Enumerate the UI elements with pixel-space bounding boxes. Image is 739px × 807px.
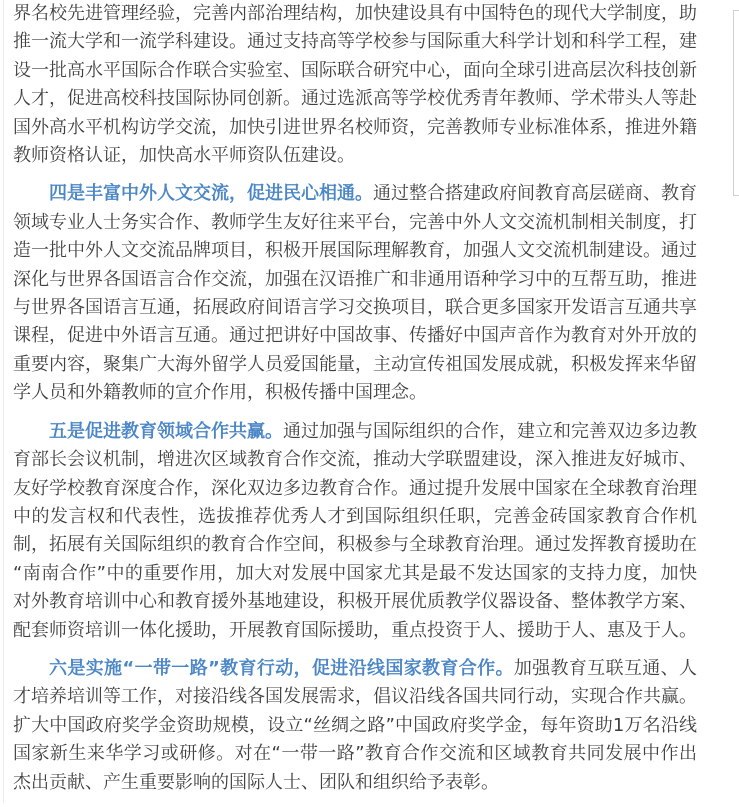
paragraph-body: 加强教育互联互通、人才培养培训等工作，对接沿线各国发展需求，倡议沿线各国共同行动，实现合作共赢。扩大中国政府奖学金资助规模，设立“丝绸之路”中国政府奖学金，每年资助1万名沿线国家新生来华学习或研修。对在“一带一路”教育合作交流和区域教育共同发展中作出杰出贡献、产生重要影响的国际人士、团队和组织给予表彰。 bbox=[13, 657, 697, 793]
paragraph bbox=[13, 180, 697, 407]
paragraph bbox=[13, 0, 697, 170]
paragraph-lead: 四是丰富中外人文交流，促进民心相通。 bbox=[49, 183, 373, 205]
content-left-border bbox=[3, 0, 4, 803]
paragraph-body: 通过加强与国际组织的合作，建立和完善双边多边教育部长会议机制，增进次区域教育合作交流，推动大学联盟建设，深入推进友好城市、友好学校教育深度合作，深化双边多边教育合作。通过提升发展中国家在全球教育治理中的发言权和代表性，选拔推荐优秀人才到国际组织任职，完善金砖国家教育合作机制，拓展有关国际组织的教育合作空间，积极参与全球教育治理。通过发挥教育援助在“南南合作”中的重要作用，加大对发展中国家尤其是最不发达国家的支持力度，加快对外教育培训中心和教育援外基地建设，积极开展优质教学仪器设备、整体教学方案、配套师资培训一体化援助，开展教育国际援助，重点投资于人、援助于人、惠及于人。 bbox=[13, 420, 697, 641]
right-edge-panel-fragment bbox=[733, 10, 739, 196]
paragraph bbox=[13, 418, 697, 645]
article-text bbox=[13, 0, 697, 807]
paragraph-lead: 六是实施“一带一路”教育行动，促进沿线国家教育合作。 bbox=[49, 657, 514, 679]
paragraph bbox=[13, 655, 697, 797]
paragraph-body: 界名校先进管理经验，完善内部治理结构，加快建设具有中国特色的现代大学制度，助推一流大学和一流学科建设。通过支持高等学校参与国际重大科学计划和科学工程，建设一批高水平国际合作联合实验室、国际联合研究中心，面向全球引进高层次科技创新人才，促进高校科技国际协同创新。通过选派高等学校优秀青年教师、学术带头人等赴国外高水平机构访学交流，加快引进世界名校师资，完善教师专业标准体系，推进外籍教师资格认证，加快高水平师资队伍建设。 bbox=[13, 3, 697, 167]
paragraph-lead: 五是促进教育领域合作共赢。 bbox=[49, 420, 283, 442]
paragraph-body: 通过整合搭建政府间教育高层磋商、教育领域专业人士务实合作、教师学生友好往来平台，完善中外人文交流机制相关制度，打造一批中外人文交流品牌项目，积极开展国际理解教育，加强人文交流机制建设。通过深化与世界各国语言合作交流，加强在汉语推广和非通用语种学习中的互帮互助，推进与世界各国语言互通，拓展政府间语言学习交换项目，联合更多国家开发语言互通共享课程，促进中外语言互通。通过把讲好中国故事、传播好中国声音作为教育对外开放的重要内容，聚集广大海外留学人员爱国能量，主动宣传祖国发展成就，积极发挥来华留学人员和外籍教师的宣介作用，积极传播中国理念。 bbox=[13, 183, 697, 404]
